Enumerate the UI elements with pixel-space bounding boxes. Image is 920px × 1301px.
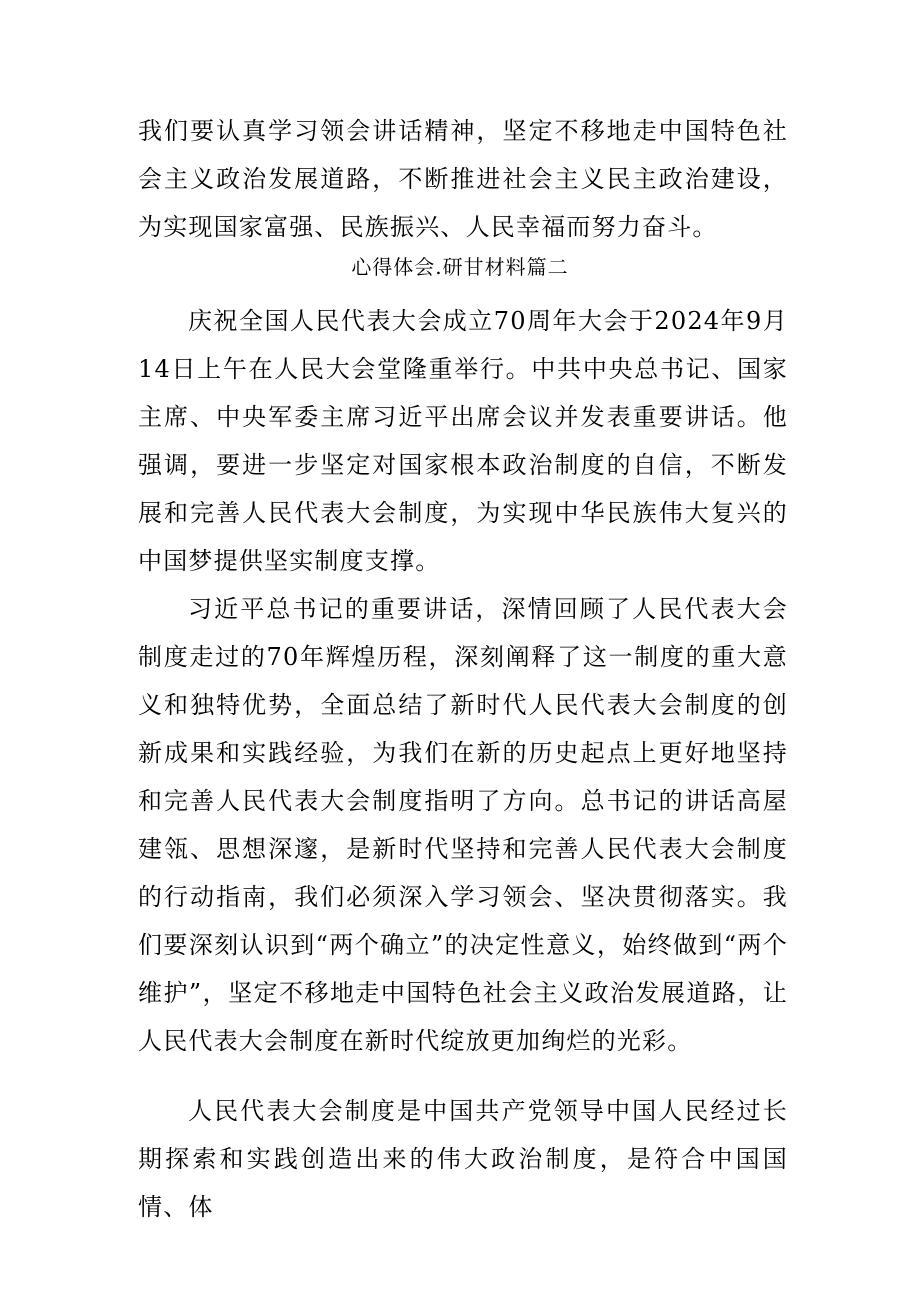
- section-heading: 心得体会.研甘材料篇二: [351, 255, 569, 279]
- continued-paragraph: 我们要认真学习领会讲话精神，坚定不移地走中国特色社会主义政治发展道路，不断推进社会主义民主政治建设，为实现国家富强、民族振兴、人民幸福而努力奋斗。: [138, 117, 788, 241]
- paragraph-2: 习近平总书记的重要讲话，深情回顾了人民代表大会制度走过的70年辉煌历程，深刻阐释了这一制度的重大意义和独特优势，全面总结了新时代人民代表大会制度的创新成果和实践经验，为我们在新的历史起点上更好地坚持和完善人民代表大会制度指明了方向。总书记的讲话高屋建瓴、思想深邃，是新时代坚持和完善人民代表大会制度的行动指南，我们必须深入学习领会、坚决贯彻落实。我们要深刻认识到“两个确立”的决定性意义，始终做到“两个维护”，坚定不移地走中国特色社会主义政治发展道路，让人民代表大会制度在新时代绽放更加绚烂的光彩。: [138, 595, 788, 1055]
- paragraph-3: 人民代表大会制度是中国共产党领导中国人民经过长期探索和实践创造出来的伟大政治制度，是符合中国国情、体: [138, 1097, 788, 1221]
- paragraph-1: 庆祝全国人民代表大会成立70周年大会于2024年9月14日上午在人民大会堂隆重举行。中共中央总书记、国家主席、中央军委主席习近平出席会议并发表重要讲话。他强调，要进一步坚定对国家根本政治制度的自信，不断发展和完善人民代表大会制度，为实现中华民族伟大复兴的中国梦提供坚实制度支撑。: [138, 307, 788, 575]
